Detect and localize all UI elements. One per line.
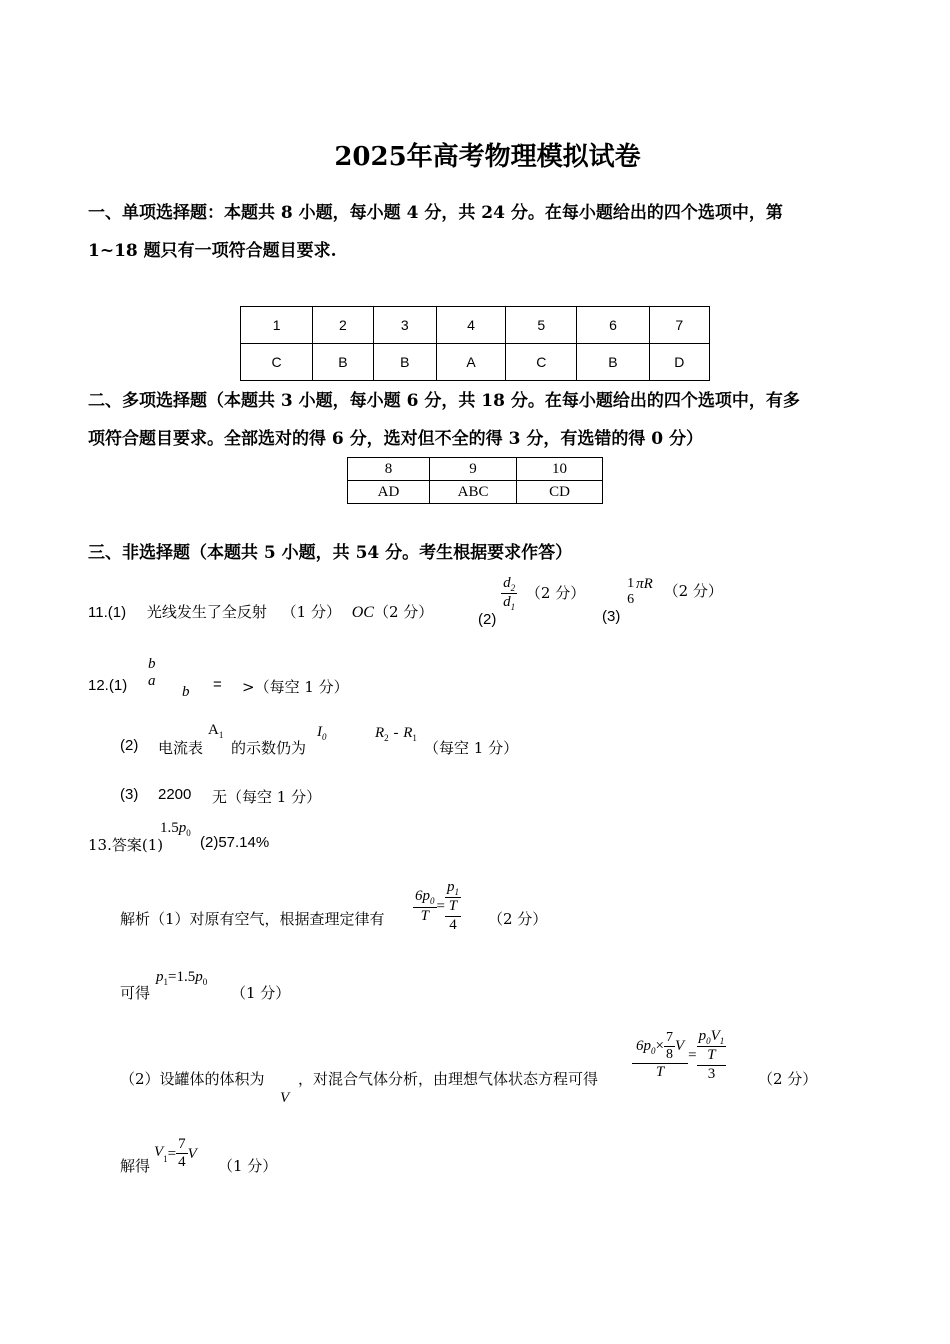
minus: - <box>393 725 399 741</box>
lhs-fraction <box>413 888 437 925</box>
numerator: 6p <box>415 888 430 905</box>
times: × <box>655 1037 664 1054</box>
table-cell: 6 <box>577 307 649 344</box>
q11-part3-label: (3) <box>602 608 621 626</box>
rhs-fraction <box>697 1028 727 1083</box>
i-sub: 0 <box>322 732 327 742</box>
table-cell: ABC <box>430 481 517 504</box>
numerator: d <box>503 575 511 591</box>
q11-ratio-fraction <box>501 575 517 613</box>
table-cell: 8 <box>348 458 430 481</box>
table-cell: 10 <box>517 458 603 481</box>
q11-score3: （2 分） <box>525 583 586 602</box>
single-choice-answer-table <box>240 306 710 381</box>
q13-analysis2-b: ，对混合气体分析，由理想气体状态方程可得 <box>298 1070 599 1088</box>
q12-i0 <box>317 724 327 742</box>
equals: = <box>436 898 445 915</box>
q11-label: 11.(1) <box>88 604 127 621</box>
q12-ammeter <box>208 722 223 740</box>
fraction <box>146 656 158 691</box>
table-cell: 4 <box>436 307 505 344</box>
q13-v: V <box>280 1090 290 1106</box>
denominator: 8 <box>665 1046 673 1062</box>
denominator: T <box>655 1064 665 1081</box>
q11-score4: （2 分） <box>663 582 723 601</box>
table-cell: CD <box>517 481 603 504</box>
denominator-sub: 1 <box>510 602 516 613</box>
section1-heading-line2: 1~18 题只有一项符合题目要求. <box>88 241 337 261</box>
q12-text3: 的示数仍为 <box>231 739 307 757</box>
equals: = <box>167 1145 177 1162</box>
section2-heading-line1: 二、多项选择题（本题共 3 小题，每小题 6 分，共 18 分。在每小题给出的四个选项中，有多 <box>88 391 800 411</box>
q13-analysis2-a: （2）设罐体的体积为 <box>120 1070 265 1088</box>
table-row-numbers <box>348 458 603 481</box>
rhs-fraction <box>445 879 461 934</box>
q11-score2: （2 分） <box>373 603 434 621</box>
q12-text4: 无（每空 1 分） <box>212 788 322 806</box>
denominator: d <box>503 594 511 611</box>
v1-sub: 1 <box>719 1036 725 1046</box>
v1: V <box>710 1028 720 1044</box>
table-cell: B <box>373 344 436 381</box>
table-cell: D <box>649 344 709 381</box>
denominator: 4 <box>178 1154 186 1171</box>
q11-part2-label: (2) <box>478 610 497 628</box>
table-cell: 3 <box>373 307 436 344</box>
seven-eighths <box>664 1030 675 1063</box>
q11-pi-r: πR <box>636 576 653 593</box>
multi-choice-answer-table <box>347 457 603 504</box>
denominator-top: T <box>445 898 461 916</box>
q11-answer <box>88 601 433 622</box>
p: p <box>178 820 187 836</box>
table-cell: C <box>241 344 313 381</box>
a: A <box>208 722 219 738</box>
table-row-answers <box>348 481 603 504</box>
numerator-sub: 0 <box>430 896 435 907</box>
table-cell: AD <box>348 481 430 504</box>
table-cell: 2 <box>313 307 373 344</box>
q13-score-b: （1 分） <box>231 984 291 1002</box>
a-sub: 1 <box>218 730 224 740</box>
table-cell: A <box>436 344 505 381</box>
q13-analysis1: 解析（1）对原有空气，根据查理定律有 <box>120 910 385 928</box>
q12-b: b <box>182 684 190 700</box>
table-cell: 7 <box>649 307 709 344</box>
q12-part2-label: (2) <box>120 737 139 754</box>
q12-label <box>88 676 127 694</box>
q12-text2: 电流表 <box>158 739 204 757</box>
numerator-sub: 1 <box>454 887 459 897</box>
q11-text1: 光线发生了全反射 <box>146 603 267 621</box>
denominator-top: T <box>697 1047 727 1065</box>
section3-heading: 三、非选择题（本题共 5 小题，共 54 分。考生根据要求作答） <box>88 543 573 563</box>
q13-ans1 <box>160 818 191 838</box>
q13-gas-law-equation <box>632 1028 726 1083</box>
coef: 1.5 <box>160 820 179 836</box>
p0: p <box>195 969 203 985</box>
q12-score2: （每空 1 分） <box>424 739 519 757</box>
p1: p <box>156 969 164 985</box>
numerator: 1 <box>627 576 635 591</box>
q13-ans2: (2)57.14% <box>200 834 270 851</box>
r1: R <box>403 725 413 741</box>
denominator-bottom: 3 <box>707 1065 716 1082</box>
numerator: 7 <box>664 1030 675 1047</box>
i: I <box>317 724 322 740</box>
q13-score-d: （1 分） <box>218 1157 278 1175</box>
p0: p <box>698 1028 707 1044</box>
denominator: a <box>148 673 156 690</box>
table-cell: B <box>313 344 373 381</box>
table-cell: 9 <box>430 458 517 481</box>
p0-sub: 0 <box>706 1036 711 1046</box>
numerator-pre: 6p <box>636 1037 651 1054</box>
numerator-sub: 0 <box>651 1045 656 1056</box>
q13-score-a: （2 分） <box>488 910 548 928</box>
q13-get: 可得 <box>120 984 151 1002</box>
q11-oc: OC <box>351 604 374 621</box>
q13-label: 13.答案(1) <box>88 836 164 854</box>
q11-one-sixth-fraction <box>625 576 636 608</box>
q13-p1-result <box>156 967 207 987</box>
table-row-numbers <box>241 307 710 344</box>
q13-score-c: （2 分） <box>758 1070 818 1088</box>
p1-eq: =1.5 <box>168 969 196 985</box>
numerator: b <box>148 656 156 672</box>
q13-charles-law-equation <box>413 879 461 934</box>
seven-fourths <box>176 1136 188 1172</box>
v1-sub: 1 <box>163 1153 168 1164</box>
table-cell: C <box>506 344 577 381</box>
q11-score1: （1 分） <box>281 603 341 621</box>
r2-sub: 2 <box>384 733 389 743</box>
section2-heading-line2: 项符合题目要求。全部选对的得 6 分，选对但不全的得 3 分，有选错的得 0 分） <box>88 429 703 449</box>
q11-part2 <box>478 575 586 628</box>
q11-part3 <box>602 576 723 626</box>
p1-sub: 1 <box>163 977 168 987</box>
q12-gt: >（每空 1 分） <box>242 678 349 696</box>
p-sub: 0 <box>186 828 191 838</box>
numerator: 7 <box>176 1136 188 1154</box>
denominator-bottom: 4 <box>449 916 457 933</box>
table-cell: B <box>577 344 649 381</box>
q12-eq: = <box>213 676 222 693</box>
lhs-fraction <box>632 1030 688 1081</box>
q12-part3-label: (3) <box>120 786 139 803</box>
r1-sub: 1 <box>412 733 417 743</box>
q13-solve: 解得 <box>120 1157 151 1175</box>
page-title: 2025年高考物理模拟试卷 <box>334 142 641 172</box>
r2: R <box>375 725 385 741</box>
table-cell: 1 <box>241 307 313 344</box>
v1: V <box>154 1143 164 1160</box>
table-cell: 5 <box>506 307 577 344</box>
v: V <box>674 1037 685 1054</box>
q13-v1-result <box>154 1136 197 1172</box>
section1-heading-line1: 一、单项选择题：本题共 8 小题，每小题 4 分，共 24 分。在每小题给出的四个选项中，第 <box>88 203 783 223</box>
numerator: p <box>446 879 455 895</box>
v: V <box>187 1145 197 1162</box>
denominator: 6 <box>627 592 635 608</box>
numerator-sub: 2 <box>510 583 516 593</box>
q12-label-text: 12.(1) <box>88 677 128 694</box>
q12-ba-fraction <box>146 656 158 691</box>
q12-r2-minus-r1 <box>375 723 417 743</box>
q12-val: 2200 <box>158 786 192 803</box>
denominator: T <box>420 907 429 924</box>
p0-sub: 0 <box>202 977 208 987</box>
equals: = <box>688 1047 697 1064</box>
table-row-answers <box>241 344 710 381</box>
